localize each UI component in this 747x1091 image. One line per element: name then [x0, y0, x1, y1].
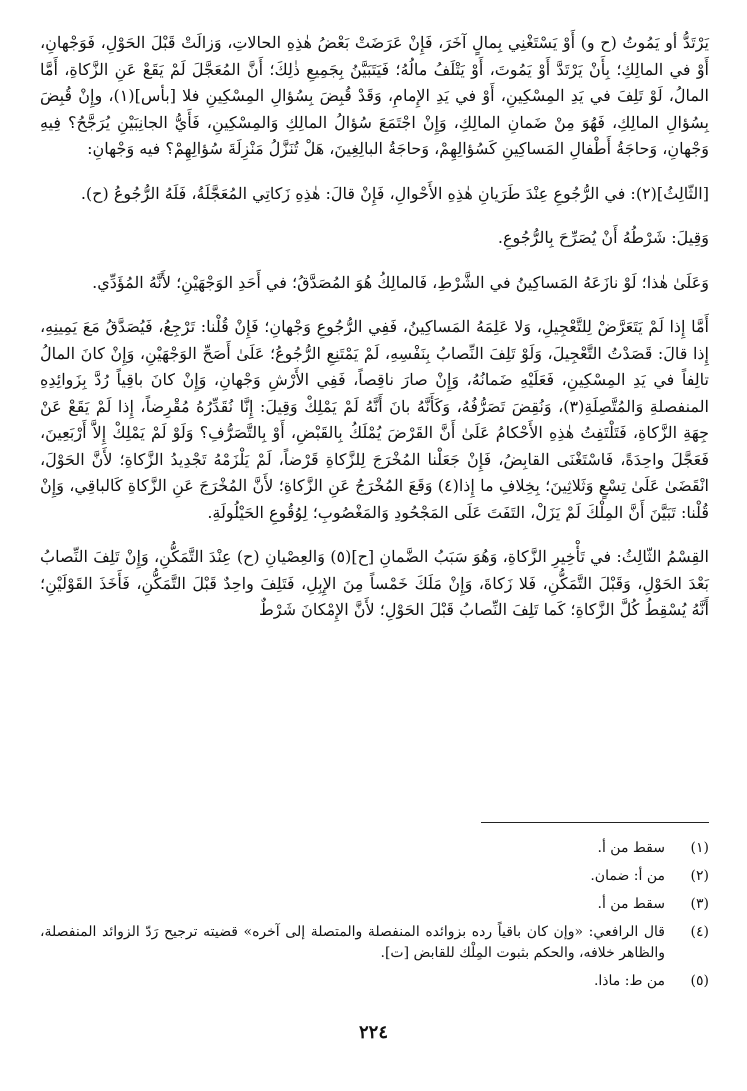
- paragraph-5: أَمَّا إِذا لَمْ يَتَعَرَّضْ لِلتَّعْجِيلِ، وَلا عَلِمَهُ المَساكِينُ، فَفِي الرُّجُوعِ وَجْهانِ؛ فَإِنْ قُلْنا: تَرْجِعُ، فَيُصَدَّقُ مَعَ يَمِينِهِ، إِذا قالَ: قَصَدْتُ التَّعْجِيلَ، وَلَوْ تَلِفَ النِّصابُ بِنَفْسِهِ، لَمْ يَمْتَنِعِ الرُّجُوعُ؛ عَلَىٰ أَصَحِّ الوَجْهَيْنِ، وَإِنْ كانَ المالُ تالِفاً في يَدِ المِسْكِينِ، فَعَلَيْهِ ضَمانُهُ، وَإِنْ صارَ ناقِصاً، فَفِي الأَرْشِ وَجْهانِ، وَإِنْ كانَ باقِياً رُدَّ بِزَوائِدِهِ المنفصلةِ وَالمُتَّصِلَةِ(٣)، وَنُقِضَ تَصَرُّفُهُ، وَكَأَنَّهُ بانَ أَنَّهُ لَمْ يَمْلِكْ وَقِيلَ: إِنَّا نُقَدِّرُهُ مُقْرِضاً، إِذا لَمْ يَقَعْ عَنْ جِهَةِ الزَّكاةِ، فَتَلْتَفِتُ هٰذِهِ الأَحْكامُ عَلَىٰ أَنَّ القَرْضَ يُمْلَكُ بِالقَبْضِ، أَوْ بِالتَّصَرُّفِ؟ وَلَوْ لَمْ يَمْلِكْ إِلاَّ أَرْبَعِينَ، فَعَجَّلَ واحِدَةً، فَاسْتَغْنَى القابِضُ، فَإِنْ جَعَلْنا المُخْرَجَ لِلزَّكاةِ قَرْضاً، لَمْ يَلْزَمْهُ تَجْدِيدُ الزَّكاةِ؛ لأَنَّ الحَوْلَ، انْقَضَىٰ عَلَىٰ تِسْعٍ وَثَلاثِينَ؛ بِخِلافِ ما إِذا(٤) وَقَعَ المُخْرَجُ عَنِ الزَّكاةِ؛ لأَنَّ المُخْرَجَ عَنِ الزَّكاةِ كَالباقِي، وَإِنْ قُلْنا: تَبَيَّنَ أَنَّ المِلْكَ لَمْ يَزَلْ، التَفَتَ عَلَى المَجْحُودِ وَالمَغْصُوبِ؛ لِوُقُوعِ الحَيْلُولَةِ.: [40, 317, 710, 522]
- paragraph-2: [الثّالِثُ](٢): في الرُّجُوعِ عِنْدَ طَرَيانِ هٰذِهِ الأَحْوالِ، فَإِنْ قالَ: هٰذِهِ زَكاتِي المُعَجَّلَةُ، فَلَهُ الرُّجُوعُ (ح).: [80, 183, 709, 203]
- footnote-5: [40, 971, 709, 992]
- page-number: ٢٢٤: [358, 1022, 388, 1043]
- footnote-4: [40, 922, 709, 964]
- footnote-text: من ط: ماذا.: [593, 973, 665, 989]
- footnote-separator: [481, 822, 709, 823]
- footnote-text: سقط من أ.: [597, 896, 665, 912]
- footnotes: [40, 838, 709, 999]
- footnote-text: سقط من أ.: [597, 840, 665, 856]
- main-text: [40, 30, 709, 624]
- footnote-number: (٣): [690, 896, 709, 912]
- footnote-text: من أ: ضمان.: [590, 868, 665, 884]
- footnote-1: [40, 838, 709, 859]
- footnote-2: [40, 866, 709, 887]
- footnote-number: (٥): [690, 973, 709, 989]
- paragraph-3: وَقِيلَ: شَرْطُهُ أَنْ يُصَرِّحَ بِالرُّجُوعِ.: [497, 228, 709, 247]
- footnote-text: قال الرافعي: «وإن كان باقياً رده بزوائده المنفصلة والمتصلة إلى آخره» قضيته ترجيح رَدّ الزوائد المنفصلة، والظاهر خلافه، والحكم بثبوت المِلْك للقابض [ت].: [40, 924, 665, 961]
- footnote-3: [40, 894, 709, 915]
- footnote-number: (١): [690, 840, 709, 856]
- footnote-number: (٢): [690, 868, 709, 884]
- paragraph-1: يَرْتَدُّ أو يَمُوتُ (ح و) أَوْ يَسْتَغْنِي بِمالٍ آخَرَ، فَإِنْ عَرَضَتْ بَعْضُ هٰذِهِ الحالاتِ، وَزالَتْ قَبْلَ الحَوْلِ، فَوَجْهانِ، أَوْ في المالِكِ؛ بِأَنْ يَرْتَدَّ أَوْ يَمُوتَ، أَوْ يَتْلَفُ مالُهُ؛ فَيَتَبَيَّنُ بِجَمِيعِ ذٰلِكَ؛ أَنَّ المُعَجَّلَ لَمْ يَقَعْ عَنِ الزَّكاةِ، أَمَّا المالُ، لَوْ تَلِفَ في يَدِ المِسْكِينِ، أَوْ في يَدِ الإِمامِ، وَقَدْ قُبِضَ بِسُؤالِ المِسْكِينِ فلا [بأس](١)، وإِنْ قُبِضَ بِسُؤالِ المالِكِ، فَهُوَ مِنْ ضَمانِ المالِكِ، وَإِنْ اجْتَمَعَ سُؤالُ المالِكِ وَالمِسْكِينِ، فَأَيُّ الجانِبَيْنِ يُرَجَّحُ؟ فِيهِ وَجْهانِ، وَحاجَةُ أَطْفالِ المَساكِينِ كَسُؤالِهِمْ، وَحاجَةُ البالِغِينَ، هَلْ تُنَزَّلُ مَنْزِلَةَ سُؤالِهِمْ؟ فيه وَجْهانِ:: [40, 33, 710, 158]
- paragraph-4: وَعَلَىٰ هٰذا؛ لَوْ نازَعَهُ المَساكِينُ في الشَّرْطِ، فَالمالِكُ هُوَ المُصَدَّقُ؛ في أَحَدِ الوَجْهَيْنِ؛ لأَنَّهُ المُؤَدِّي.: [92, 272, 709, 292]
- paragraph-6: القِسْمُ الثّالِثُ: في تَأْخِيرِ الزَّكاةِ، وَهُوَ سَبَبُ الضَّمانِ [ح](٥) وَالعِصْيانِ (ح) عِنْدَ التَّمَكُّنِ، وَإِنْ تَلِفَ النِّصابُ بَعْدَ الحَوْلِ، وَقَبْلَ التَّمَكُّنِ، فَلا زَكاةَ، وَإِنْ مَلَكَ خَمْساً مِنَ الإِبِلِ، فَتَلِفَ واحِدٌ قَبْلَ التَّمَكُّنِ، فَأَخَذَ القَوْلَيْنِ؛ أَنَّهُ يُسْقِطُ كُلَّ الزَّكاةِ؛ كَما تَلِفَ النِّصابُ قَبْلَ الحَوْلِ؛ لأَنَّ الإِمْكانَ شَرْطٌ: [40, 547, 709, 619]
- footnote-number: (٤): [690, 924, 709, 940]
